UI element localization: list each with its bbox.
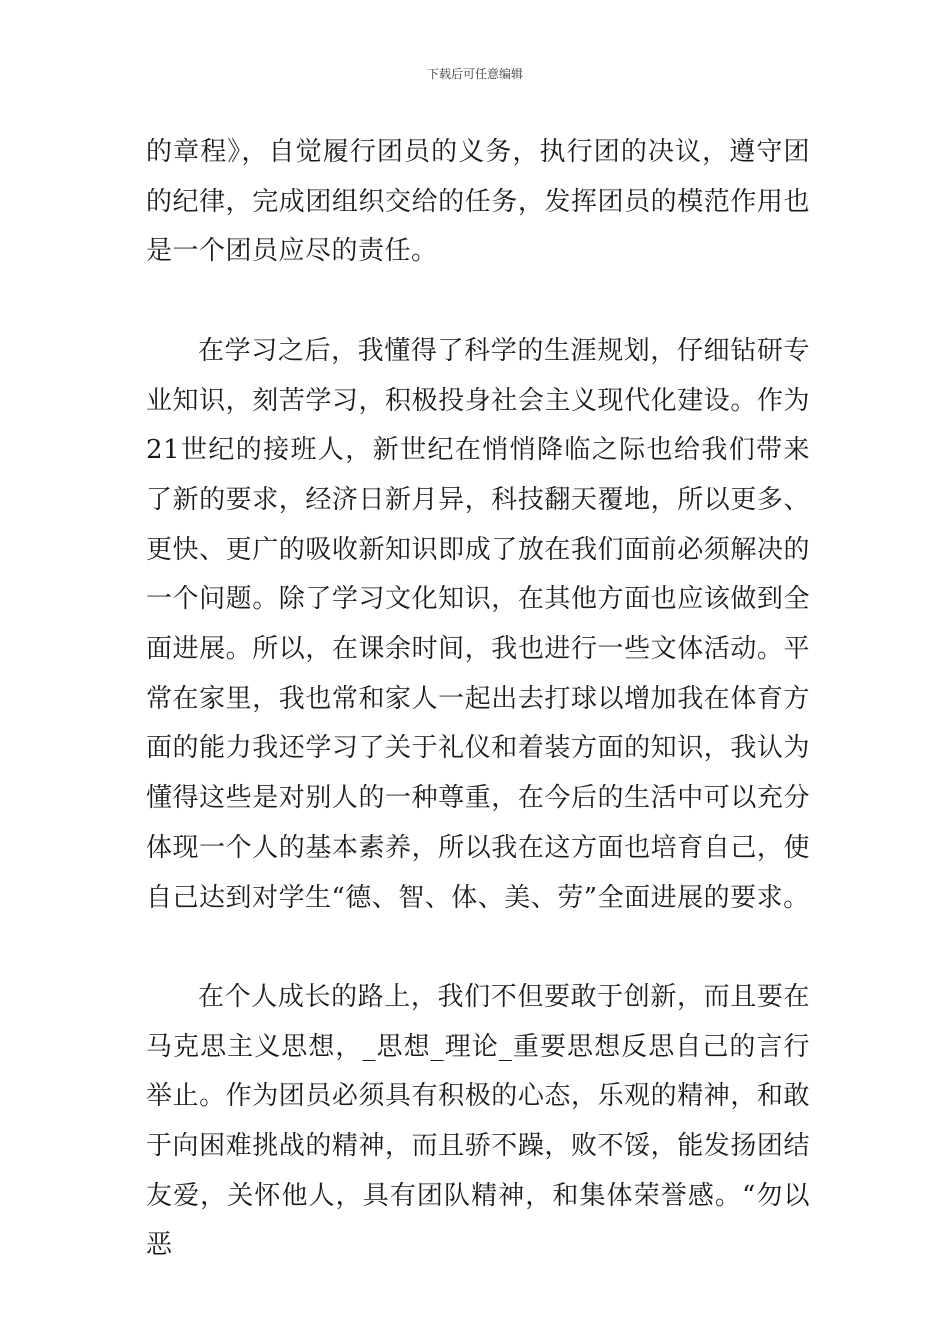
document-body [146,128,810,1271]
paragraph-gap [146,277,810,327]
paragraph-gap [146,923,810,973]
paragraph-2: 在学习之后，我懂得了科学的生涯规划，仔细钻研专业知识，刻苦学习，积极投身社会主义现代化建设。作为21世纪的接班人，新世纪在悄悄降临之际也给我们带来了新的要求，经济日新月异，科技翻天覆地，所以更多、更快、更广的吸收新知识即成了放在我们面前必须解决的一个问题。除了学习文化知识，在其他方面也应该做到全面进展。所以，在课余时间，我也进行一些文体活动。平常在家里，我也常和家人一起出去打球以增加我在体育方面的能力我还学习了关于礼仪和着装方面的知识，我认为懂得这些是对别人的一种尊重，在今后的生活中可以充分体现一个人的基本素养，所以我在这方面也培育自己，使自己达到对学生“德、智、体、美、劳”全面进展的要求。 [146,335,810,913]
page-header: 下载后可任意编辑 [426,67,523,81]
paragraph-3: 在个人成长的路上，我们不但要敢于创新，而且要在马克思主义思想，_思想_理论_重要思想反思自己的言行举止。作为团员必须具有积极的心态，乐观的精神，和敢于向困难挑战的精神，而且骄不躁，败不馁，能发扬团结友爱，关怀他人，具有团队精神，和集体荣誉感。“勿以恶 [146,981,810,1261]
paragraph-1: 的章程》，自觉履行团员的义务，执行团的决议，遵守团的纪律，完成团组织交给的任务，发挥团员的模范作用也是一个团员应尽的责任。 [146,137,810,267]
